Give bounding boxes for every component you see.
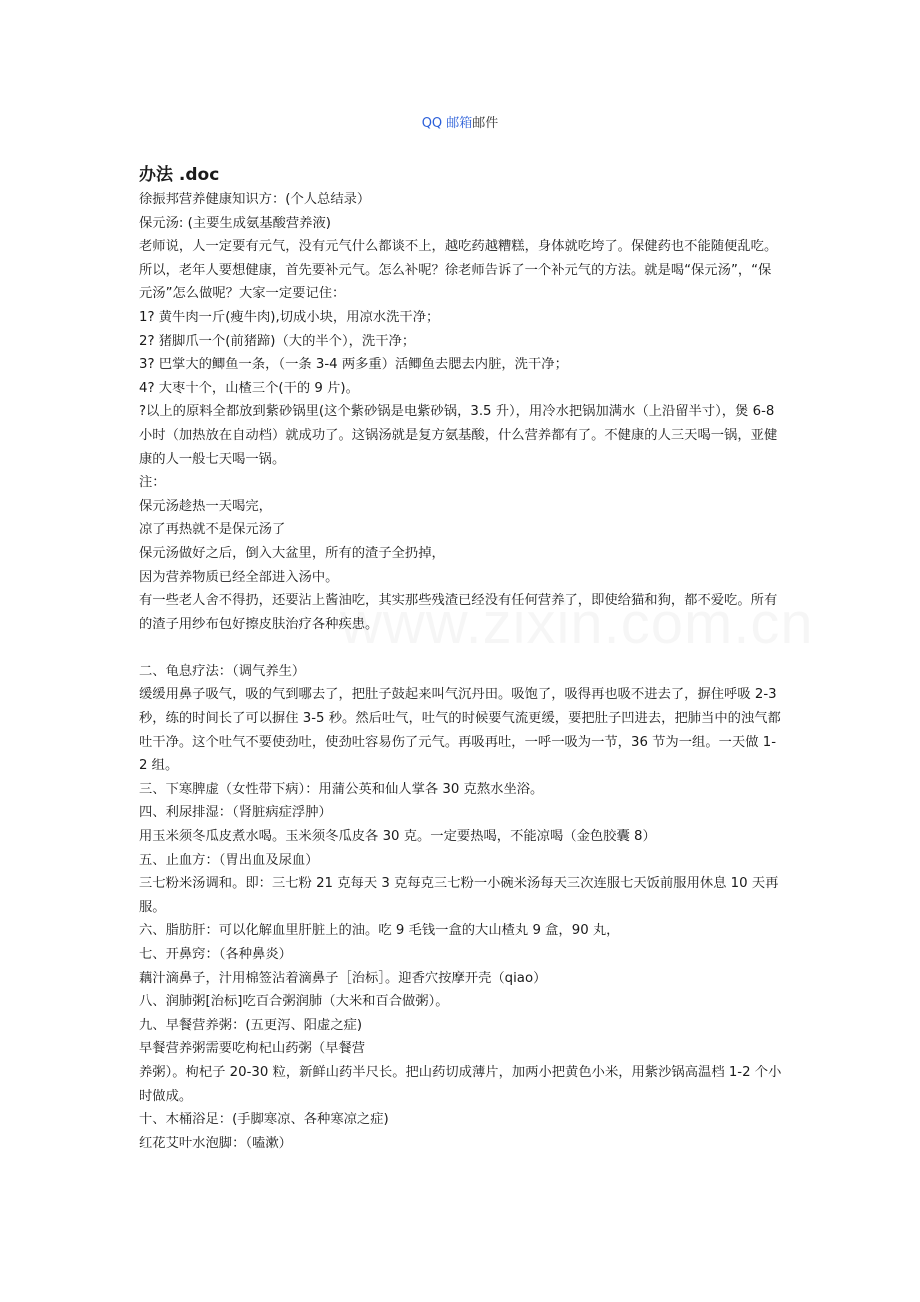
- text-line: 1? 黄牛肉一斤(瘦牛肉),切成小块，用凉水洗干净；: [139, 309, 440, 325]
- text-line: 六、脂肪肝：可以化解血里肝脏上的油。吃 9 毛钱一盒的大山楂丸 9 盒，90 丸，: [139, 923, 620, 939]
- text-line: 注：: [139, 475, 166, 491]
- text-line: 养粥）。枸杞子 20-30 粒，新鲜山药半尺长。把山药切成薄片，加两小把黄色小米，用紫沙锅高温档 1-2 个小时做成。: [139, 1064, 782, 1104]
- text-line: 用玉米须冬瓜皮煮水喝。玉米须冬瓜皮各 30 克。一定要热喝，不能凉喝（金色胶囊 8）: [139, 829, 656, 845]
- document-body: [139, 188, 784, 1155]
- text-line: 四、利尿排湿：（肾脏病症浮肿）: [139, 805, 332, 821]
- text-line: 保元汤做好之后，倒入大盆里，所有的渣子全扔掉，: [139, 545, 445, 561]
- text-line: 五、止血方：（胃出血及尿血）: [139, 852, 319, 868]
- text-line: 徐振邦营养健康知识方：(个人总结录）: [139, 192, 371, 207]
- blank-line: [139, 636, 784, 660]
- text-line: ?以上的原料全都放到紫砂锅里(这个紫砂锅是电紫砂锅，3.5 升），用冷水把锅加满水（上沿留半寸），煲 6-8 小时（加热放在自动档）就成功了。这锅汤就是复方氨基酸，什么营养都有了。不健康的人三天喝一锅，亚健康的人一般七天喝一锅。: [139, 404, 778, 467]
- text-line: 八、润肺粥[治标]吃百合粥润肺（大米和百合做粥）。: [139, 994, 449, 1010]
- text-line: 十、木桶浴足：(手脚寒凉、各种寒凉之症): [139, 1112, 389, 1128]
- text-line: 二、龟息疗法：（调气养生）: [139, 663, 306, 679]
- text-line: 早餐营养粥需要吃枸杞山药粥（早餐营: [139, 1041, 366, 1057]
- qq-mail-link[interactable]: QQ 邮箱: [421, 116, 473, 131]
- document-title: 办法 .doc: [139, 165, 220, 185]
- text-line: 藕汁滴鼻子，汁用棉签沾着滴鼻子［治标］。迎香穴按摩开壳（qiao）: [139, 970, 547, 986]
- text-line: 4? 大枣十个，山楂三个(干的 9 片)。: [139, 380, 359, 396]
- text-line: 缓缓用鼻子吸气，吸的气到哪去了，把肚子鼓起来叫气沉丹田。吸饱了，吸得再也吸不进去了，摒住呼吸 2-3 秒，练的时间长了可以摒住 3-5 秒。然后吐气，吐气的时候要气流更缓，要把肚子凹进去，把肺当中的浊气都吐干净。这个吐气不要使劲吐，使劲吐容易伤了元气。再吸再吐，一呼一吸为一节，36 节为一组。一天做 1-2 组。: [139, 687, 781, 774]
- text-line: 有一些老人舍不得扔，还要沾上酱油吃，其实那些残渣已经没有任何营养了，即使给猫和狗，都不爱吃。所有的渣子用纱布包好擦皮肤治疗各种疾患。: [139, 593, 778, 632]
- text-line: 保元汤: (主要生成氨基酸营养液): [139, 215, 331, 231]
- text-line: 因为营养物质已经全部进入汤中。: [139, 569, 339, 585]
- text-line: 老师说，人一定要有元气，没有元气什么都谈不上，越吃药越糟糕，身体就吃垮了。保健药也不能随便乱吃。所以，老年人要想健康，首先要补元气。怎么补呢？徐老师告诉了一个补元气的方法。就是喝“保元汤”，“保元汤”怎么做呢？大家一定要记住：: [139, 239, 778, 302]
- text-line: 凉了再热就不是保元汤了: [139, 522, 286, 538]
- text-line: 九、早餐营养粥：(五更泻、阳虚之症): [139, 1017, 363, 1033]
- header-suffix: 邮件: [472, 116, 499, 131]
- text-line: 三七粉米汤调和。即：三七粉 21 克每天 3 克每克三七粉一小碗米汤每天三次连服七天饭前服用休息 10 天再服。: [139, 876, 779, 915]
- text-line: 红花艾叶水泡脚：（嗑漱）: [139, 1135, 292, 1151]
- page-header: [0, 114, 920, 134]
- text-line: 2? 猪脚爪一个(前猪蹄)（大的半个），洗干净；: [139, 333, 416, 349]
- text-line: 三、下寒脾虚（女性带下病）：用蒲公英和仙人掌各 30 克熬水坐浴。: [139, 781, 544, 797]
- text-line: 保元汤趁热一天喝完，: [139, 498, 272, 514]
- text-line: 3? 巴掌大的鲫鱼一条，（一条 3-4 两多重）活鲫鱼去腮去内脏，洗干净；: [139, 357, 568, 373]
- text-line: 七、开鼻窍：（各种鼻炎）: [139, 947, 292, 962]
